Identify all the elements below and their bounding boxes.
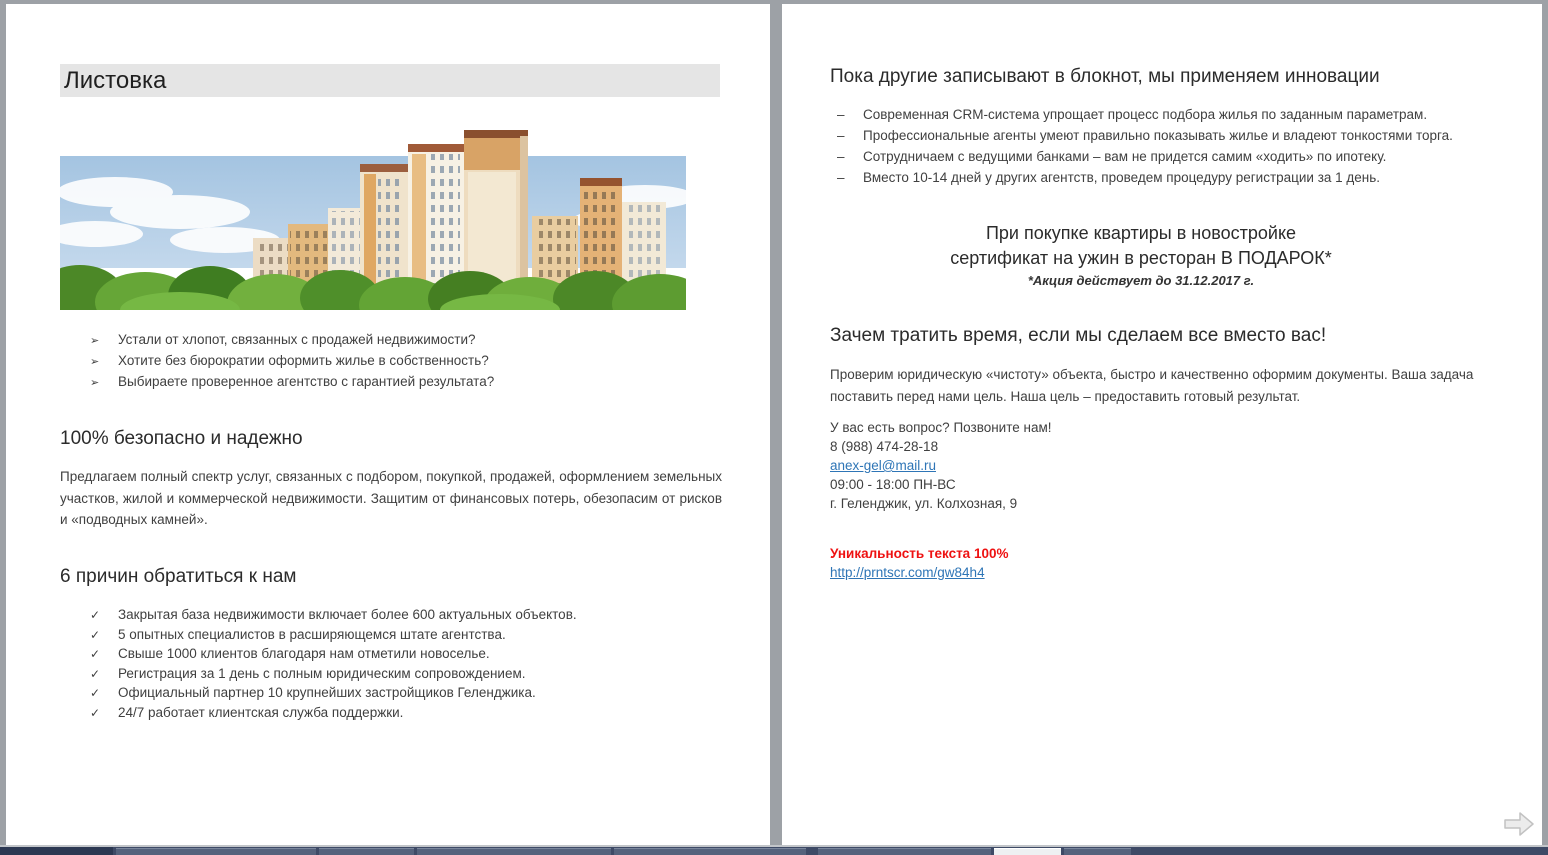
screenshot-url-link[interactable]: http://prntscr.com/gw84h4 [830,565,985,580]
list-item [88,664,728,684]
list-item-text: 24/7 работает клиентская служба поддержки. [118,704,404,720]
list-item-text: Сотрудничаем с ведущими банками – вам не придется самим «ходить» по ипотеку. [863,149,1387,164]
check-icon: ✓ [90,647,101,661]
arrow-bullet-icon: ➢ [90,335,100,347]
taskbar-button[interactable] [614,848,806,855]
contact-question: У вас есть вопрос? Позвоните нам! [830,420,1052,435]
list-item [835,104,1495,125]
section-heading-reasons: 6 причин обратиться к нам [60,566,297,587]
check-icon: ✓ [90,705,101,720]
list-item-text: 5 опытных специалистов в расширяющемся штате агентства. [118,626,506,642]
list-item [88,644,728,664]
intro-question-list [88,329,728,392]
page-title-text: Листовка [64,67,167,94]
start-button[interactable] [0,847,113,855]
dash-bullet-icon: – [837,170,845,185]
dash-bullet-icon: – [837,107,845,122]
section-heading-safe: 100% безопасно и надежно [60,428,303,449]
gift-promo-block [830,221,1452,291]
check-icon: ✓ [90,608,101,622]
taskbar-button[interactable] [1064,848,1131,855]
check-icon: ✓ [90,627,101,642]
list-item-text: Современная CRM-система упрощает процесс подбора жилья по заданным параметрам. [863,107,1428,122]
page-title [60,64,720,97]
arrow-bullet-icon: ➢ [90,356,100,368]
list-item [88,371,728,392]
promo-validity-note: *Акция действует до 31.12.2017 г. [1027,273,1255,288]
taskbar-button[interactable] [319,848,414,855]
list-item-text: Закрытая база недвижимости включает более 600 актуальных объектов. [118,607,577,622]
page-left [6,4,770,845]
section-body-time: Проверим юридическую «чистоту» объекта, быстро и качественно оформим документы. Ваша задача поставить перед нами цель. Наша цель – предоставить готовый результат. [830,367,1474,404]
list-item-text: Официальный партнер 10 крупнейших застройщиков Геленджика. [118,685,536,700]
list-item-text: Устали от хлопот, связанных с продажей недвижимости? [118,332,476,347]
list-item [835,167,1495,188]
list-item [88,703,728,723]
arrow-bullet-icon: ➢ [90,377,100,389]
taskbar-button[interactable] [818,848,991,855]
list-item-text: Хотите без бюрократии оформить жилье в собственность? [118,353,489,368]
list-item [88,683,728,703]
taskbar-button[interactable] [116,848,316,855]
uniqueness-note: Уникальность текста 100% [830,546,1009,561]
list-item [88,329,728,350]
section-heading-innovations: Пока другие записывают в блокнот, мы применяем инновации [830,66,1380,87]
list-item-text: Регистрация за 1 день с полным юридическим сопровождением. [118,665,526,681]
section-body-safe: Предлагаем полный спектр услуг, связанных с подбором, покупкой, продажей, оформлением земельных участков, жилой и коммерческой недвижимости. Защитим от финансовых потерь, обезопасим от рисков и «подводных камней». [60,469,722,527]
list-item-text: Свыше 1000 клиентов благодаря нам отметили новоселье. [118,646,490,661]
list-item-text: Выбираете проверенное агентство с гарантией результата? [118,374,495,389]
taskbar-button-active[interactable] [994,848,1061,855]
dash-bullet-icon: – [837,149,845,164]
contact-address: г. Геленджик, ул. Колхозная, 9 [830,496,1018,511]
list-item [835,125,1495,146]
contact-email-link[interactable]: anex-gel@mail.ru [830,458,936,473]
reasons-check-list [88,605,728,722]
list-item-text: Вместо 10-14 дней у других агентств, проведем процедуру регистрации за 1 день. [863,170,1381,185]
check-icon: ✓ [90,686,101,700]
promo-line: сертификат на ужин в ресторан В ПОДАРОК* [950,248,1332,268]
taskbar [0,845,1548,855]
contact-phone: 8 (988) 474-28-18 [830,439,939,454]
check-icon: ✓ [90,666,101,681]
apartment-buildings-image [60,112,686,310]
dash-bullet-icon: – [837,128,845,143]
taskbar-button[interactable] [417,848,611,855]
list-item [88,350,728,371]
list-item [88,605,728,625]
list-item [835,146,1495,167]
next-page-arrow-icon[interactable] [1502,810,1536,838]
list-item-text: Профессиональные агенты умеют правильно показывать жилье и владеют тонкостями торга. [863,128,1453,143]
contact-hours: 09:00 - 18:00 ПН-ВС [830,477,956,492]
section-heading-time: Зачем тратить время, если мы сделаем все вместо вас! [830,325,1327,346]
list-item [88,625,728,645]
contact-block [830,418,1052,513]
page-right [782,4,1542,845]
innovations-dash-list [835,104,1495,188]
promo-line: При покупке квартиры в новостройке [985,223,1297,243]
